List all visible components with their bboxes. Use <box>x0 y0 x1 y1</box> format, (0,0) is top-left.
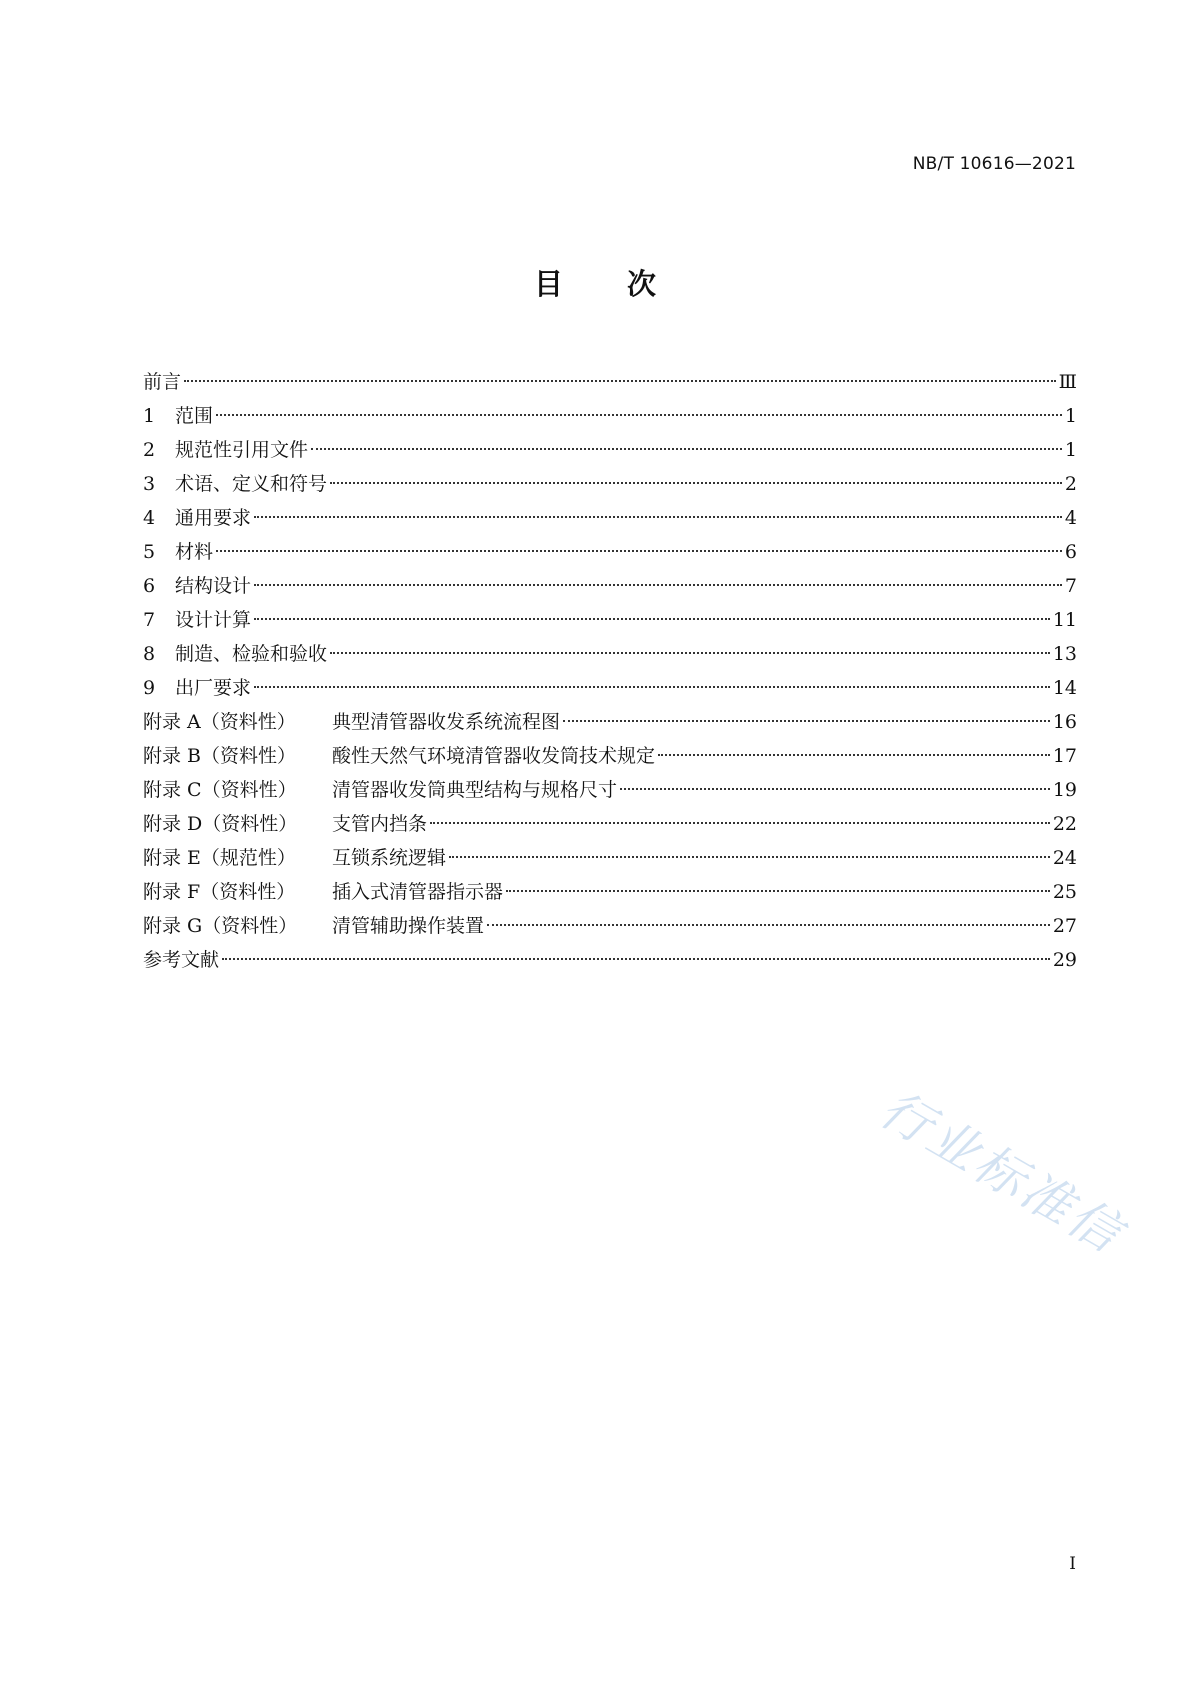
toc-entry[interactable] <box>143 535 1077 569</box>
toc-entry-page: 7 <box>1064 575 1077 597</box>
toc-dot-leader <box>222 958 1050 960</box>
toc-entry-number: 2 <box>143 439 156 461</box>
toc-entry-number: 7 <box>143 609 156 631</box>
toc-entry-title: 范围 <box>175 405 214 427</box>
toc-entry[interactable] <box>143 705 1077 739</box>
toc-entry[interactable] <box>143 841 1077 875</box>
toc-dot-leader <box>216 414 1062 416</box>
toc-dot-leader <box>254 618 1050 620</box>
toc-entry-title: 术语、定义和符号 <box>175 473 328 495</box>
toc-entry[interactable] <box>143 433 1077 467</box>
toc-dot-leader <box>449 856 1050 858</box>
title-char-2: 次 <box>627 267 657 301</box>
toc-entry-number: 9 <box>143 677 156 699</box>
toc-dot-leader <box>563 720 1050 722</box>
toc-entry[interactable] <box>143 807 1077 841</box>
toc-entry-title: 设计计算 <box>175 609 252 631</box>
toc-entry-title: 酸性天然气环境清管器收发筒技术规定 <box>332 745 656 767</box>
toc-entry-title: 出厂要求 <box>175 677 252 699</box>
toc-entry-page: 17 <box>1052 745 1077 767</box>
toc-entry-annex-label: 附录 C（资料性） <box>143 779 297 801</box>
toc-dot-leader <box>658 754 1050 756</box>
toc-entry-title: 结构设计 <box>175 575 252 597</box>
toc-entry-page: 16 <box>1052 711 1077 733</box>
toc-entry-page: 1 <box>1064 405 1077 427</box>
toc-entry-title: 通用要求 <box>175 507 252 529</box>
toc-entry-title: 清管器收发筒典型结构与规格尺寸 <box>332 779 618 801</box>
toc-entry-page: 29 <box>1052 949 1077 971</box>
toc-entry[interactable] <box>143 671 1077 705</box>
toc-entry-number: 1 <box>143 405 156 427</box>
toc-entry[interactable] <box>143 501 1077 535</box>
toc-entry-annex-label: 附录 D（资料性） <box>143 813 298 835</box>
toc-dot-leader <box>506 890 1050 892</box>
toc-dot-leader <box>430 822 1050 824</box>
toc-entry-title: 制造、检验和验收 <box>175 643 328 665</box>
toc-dot-leader <box>311 448 1062 450</box>
toc-entry-number: 5 <box>143 541 156 563</box>
toc-entry[interactable] <box>143 603 1077 637</box>
toc-entry[interactable] <box>143 365 1077 399</box>
toc-entry-page: 25 <box>1052 881 1077 903</box>
toc-dot-leader <box>254 516 1062 518</box>
toc-entry-annex-label: 附录 E（规范性） <box>143 847 296 869</box>
title-char-1: 目 <box>533 267 563 301</box>
toc-entry-annex-label: 附录 G（资料性） <box>143 915 298 937</box>
toc-entry-page: 1 <box>1064 439 1077 461</box>
toc-dot-leader <box>330 652 1050 654</box>
toc-entry-number: 8 <box>143 643 156 665</box>
toc-dot-leader <box>330 482 1062 484</box>
toc-entry-title: 典型清管器收发系统流程图 <box>332 711 561 733</box>
watermark: 行业标准信 <box>870 1079 1134 1265</box>
toc-entry[interactable] <box>143 569 1077 603</box>
toc-entry-title: 规范性引用文件 <box>175 439 309 461</box>
toc-entry-page: 4 <box>1064 507 1077 529</box>
toc-dot-leader <box>487 924 1050 926</box>
toc-entry[interactable] <box>143 909 1077 943</box>
toc-entry[interactable] <box>143 399 1077 433</box>
toc-entry-page: 19 <box>1052 779 1077 801</box>
toc-entry-title: 参考文献 <box>143 949 220 971</box>
toc-entry[interactable] <box>143 637 1077 671</box>
toc-entry-page: 22 <box>1052 813 1077 835</box>
toc-entry-title: 材料 <box>175 541 214 563</box>
toc-entry-title: 前言 <box>143 371 182 393</box>
page-title <box>0 262 1190 303</box>
toc-entry-page: 24 <box>1052 847 1077 869</box>
toc-entry-annex-label: 附录 A（资料性） <box>143 711 296 733</box>
toc-dot-leader <box>254 686 1050 688</box>
toc-dot-leader <box>254 584 1062 586</box>
toc-entry-page: 27 <box>1052 915 1077 937</box>
toc-entry-page: 2 <box>1064 473 1077 495</box>
toc-entry-title: 插入式清管器指示器 <box>332 881 504 903</box>
toc-entry[interactable] <box>143 467 1077 501</box>
toc-entry-number: 4 <box>143 507 156 529</box>
toc-entry[interactable] <box>143 943 1077 977</box>
toc-entry[interactable] <box>143 773 1077 807</box>
page-number: I <box>1069 1554 1076 1574</box>
toc-entry-annex-label: 附录 F（资料性） <box>143 881 296 903</box>
toc-entry-title: 支管内挡条 <box>332 813 428 835</box>
standard-code: NB/T 10616—2021 <box>912 154 1076 174</box>
toc-entry-number: 3 <box>143 473 156 495</box>
toc-entry-title: 清管辅助操作装置 <box>332 915 485 937</box>
toc-entry-page: Ⅲ <box>1058 371 1077 393</box>
toc-entry-title: 互锁系统逻辑 <box>332 847 447 869</box>
table-of-contents <box>143 365 1077 977</box>
toc-entry-page: 11 <box>1052 609 1077 631</box>
toc-entry[interactable] <box>143 875 1077 909</box>
toc-dot-leader <box>216 550 1062 552</box>
toc-entry[interactable] <box>143 739 1077 773</box>
toc-entry-page: 6 <box>1064 541 1077 563</box>
toc-dot-leader <box>620 788 1050 790</box>
toc-entry-page: 13 <box>1052 643 1077 665</box>
toc-entry-annex-label: 附录 B（资料性） <box>143 745 297 767</box>
toc-entry-page: 14 <box>1052 677 1077 699</box>
toc-entry-number: 6 <box>143 575 156 597</box>
toc-dot-leader <box>184 380 1056 382</box>
